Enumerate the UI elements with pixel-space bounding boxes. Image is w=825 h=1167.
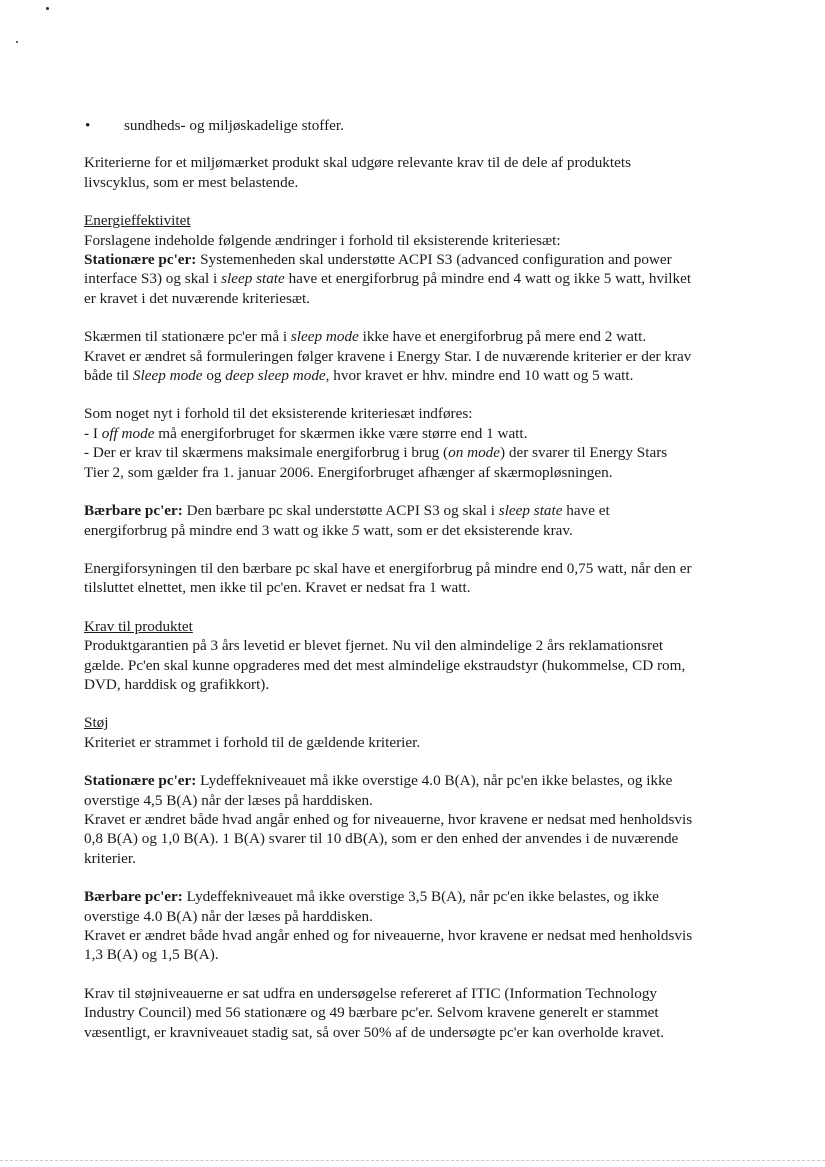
italic-term: sleep state <box>498 502 563 520</box>
text-run: interface S3) og skal i <box>84 270 222 288</box>
text-run: have et energiforbrug på mindre end 4 watt og ikke 5 watt, hvilket <box>284 270 692 288</box>
text-run: energiforbrug på mindre end 3 watt og ikke <box>84 521 352 539</box>
energi-forsyning-paragraph <box>84 559 756 598</box>
bullet-item <box>84 116 756 135</box>
text-line: Systemenheden skal understøtte ACPI S3 (advanced configuration and power <box>196 251 672 269</box>
italic-term: sleep state <box>221 270 285 288</box>
text-line: Som noget nyt i forhold til det eksisterende kriteriesæt indføres: <box>84 405 473 423</box>
text-line: Produktgarantien på 3 års levetid er blevet fjernet. Nu vil den almindelige 2 års reklamationsret <box>84 637 664 655</box>
text-run: ikke have et energiforbrug på mere end 2 watt. <box>358 328 647 346</box>
stoej-itic-paragraph <box>84 984 756 1042</box>
text-line: er kravet i det nuværende kriteriesæt. <box>84 289 311 307</box>
energi-stationaer-paragraph <box>84 250 756 308</box>
text-line: tilsluttet elnettet, men ikke til pc'en. Kravet er nedsat fra 1 watt. <box>84 579 471 597</box>
text-line: gælde. Pc'en skal kunne opgraderes med det mest almindelige ekstraudstyr (hukommelse, CD rom, <box>84 656 686 674</box>
text-line: Kriterierne for et miljømærket produkt skal udgøre relevante krav til de dele af produktets <box>84 154 631 172</box>
text-run: , hvor kravet er hhv. mindre end 10 watt og 5 watt. <box>325 367 634 385</box>
text-line: Kravet er ændret både hvad angår enhed og for niveauerne, hvor kravene er nedsat med henholdsvis <box>84 927 693 944</box>
scan-speck <box>46 7 49 10</box>
energi-nyt-paragraph <box>84 404 756 482</box>
bullet-dot: • <box>85 117 91 134</box>
text-run: ) der svarer til Energy Stars <box>500 444 668 462</box>
stoej-intro: Kriteriet er strammet i forhold til de gældende kriterier. <box>84 733 421 751</box>
energi-intro: Forslagene indeholde følgende ændringer i forhold til eksisterende kriteriesæt: <box>84 231 561 249</box>
stoej-baerbare-paragraph <box>84 887 756 965</box>
text-line: Energiforsyningen til den bærbare pc skal have et energiforbrug på mindre end 0,75 watt, når den er <box>84 559 692 577</box>
text-line: væsentligt, er kravniveauet stadig sat, så over 50% af de undersøgte pc'er kan overholde kravet. <box>84 1023 665 1041</box>
italic-term: on mode <box>448 444 501 462</box>
text-run: både til <box>84 367 133 385</box>
text-line: DVD, harddisk og grafikkort). <box>84 675 270 693</box>
section-heading-produkt: Krav til produktet <box>84 617 193 635</box>
text-run: - I <box>84 424 102 442</box>
italic-term: sleep mode <box>290 328 359 346</box>
text-run: Den bærbare pc skal understøtte ACPI S3 og skal i <box>182 502 499 520</box>
scan-edge-line <box>0 1160 825 1161</box>
bold-label: Stationære pc'er: <box>84 772 197 790</box>
stoej-stationaer-paragraph <box>84 771 756 868</box>
section-heading-energi: Energieffektivitet <box>84 212 191 230</box>
text-run: Skærmen til stationære pc'er må i <box>84 328 291 346</box>
text-line: overstige 4,5 B(A) når der læses på harddisken. <box>84 791 373 809</box>
produkt-paragraph <box>84 636 756 694</box>
text-line: 0,8 B(A) og 1,0 B(A). 1 B(A) svarer til 10 dB(A), som er den enhed der anvendes i de nuværende <box>84 830 679 848</box>
text-line: Kravet er ændret både hvad angår enhed og for niveauerne, hvor kravene er nedsat med henholdsvis <box>84 810 693 828</box>
italic-term: 5 <box>351 521 360 539</box>
italic-term: deep sleep mode <box>225 367 326 385</box>
text-line: Tier 2, som gælder fra 1. januar 2006. Energiforbruget afhænger af skærmopløsningen. <box>84 463 613 481</box>
intro-paragraph <box>84 153 756 192</box>
italic-term: Sleep mode <box>132 367 203 385</box>
text-line: 1,3 B(A) og 1,5 B(A). <box>84 946 219 964</box>
document-body <box>84 116 756 1042</box>
energi-skaerm-paragraph <box>84 327 756 385</box>
bold-label: Bærbare pc'er: <box>84 502 183 520</box>
text-run: watt, som er det eksisterende krav. <box>359 521 573 539</box>
text-line: Lydeffekniveauet må ikke overstige 4.0 B(A), når pc'en ikke belastes, og ikke <box>196 772 673 790</box>
energi-baerbare-paragraph <box>84 501 756 540</box>
scan-speck <box>16 41 18 43</box>
text-run: - Der er krav til skærmens maksimale energiforbrug i brug ( <box>84 444 449 462</box>
text-line: Lydeffekniveauet må ikke overstige 3,5 B(A), når pc'en ikke belastes, og ikke <box>182 888 659 906</box>
bold-label: Bærbare pc'er: <box>84 888 183 906</box>
text-run: og <box>202 367 226 385</box>
text-line: Industry Council) med 56 stationære og 49 bærbare pc'er. Selvom kravene generelt er stammet <box>84 1004 659 1022</box>
section-heading-stoej: Støj <box>84 714 109 732</box>
text-line: Kravet er ændret så formuleringen følger kravene i Energy Star. I de nuværende kriterier er der krav <box>84 347 692 365</box>
text-line: livscyklus, som er mest belastende. <box>84 173 299 191</box>
text-line: kriterier. <box>84 849 136 867</box>
text-line: overstige 4.0 B(A) når der læses på harddisken. <box>84 907 373 925</box>
bullet-text: sundheds- og miljøskadelige stoffer. <box>124 117 344 134</box>
italic-term: off mode <box>101 424 155 442</box>
text-run: må energiforbruget for skærmen ikke være større end 1 watt. <box>154 424 528 442</box>
text-line: Krav til støjniveauerne er sat udfra en undersøgelse refereret af ITIC (Information Technology <box>84 984 658 1002</box>
text-run: have et <box>562 502 610 520</box>
bold-label: Stationære pc'er: <box>84 251 197 269</box>
